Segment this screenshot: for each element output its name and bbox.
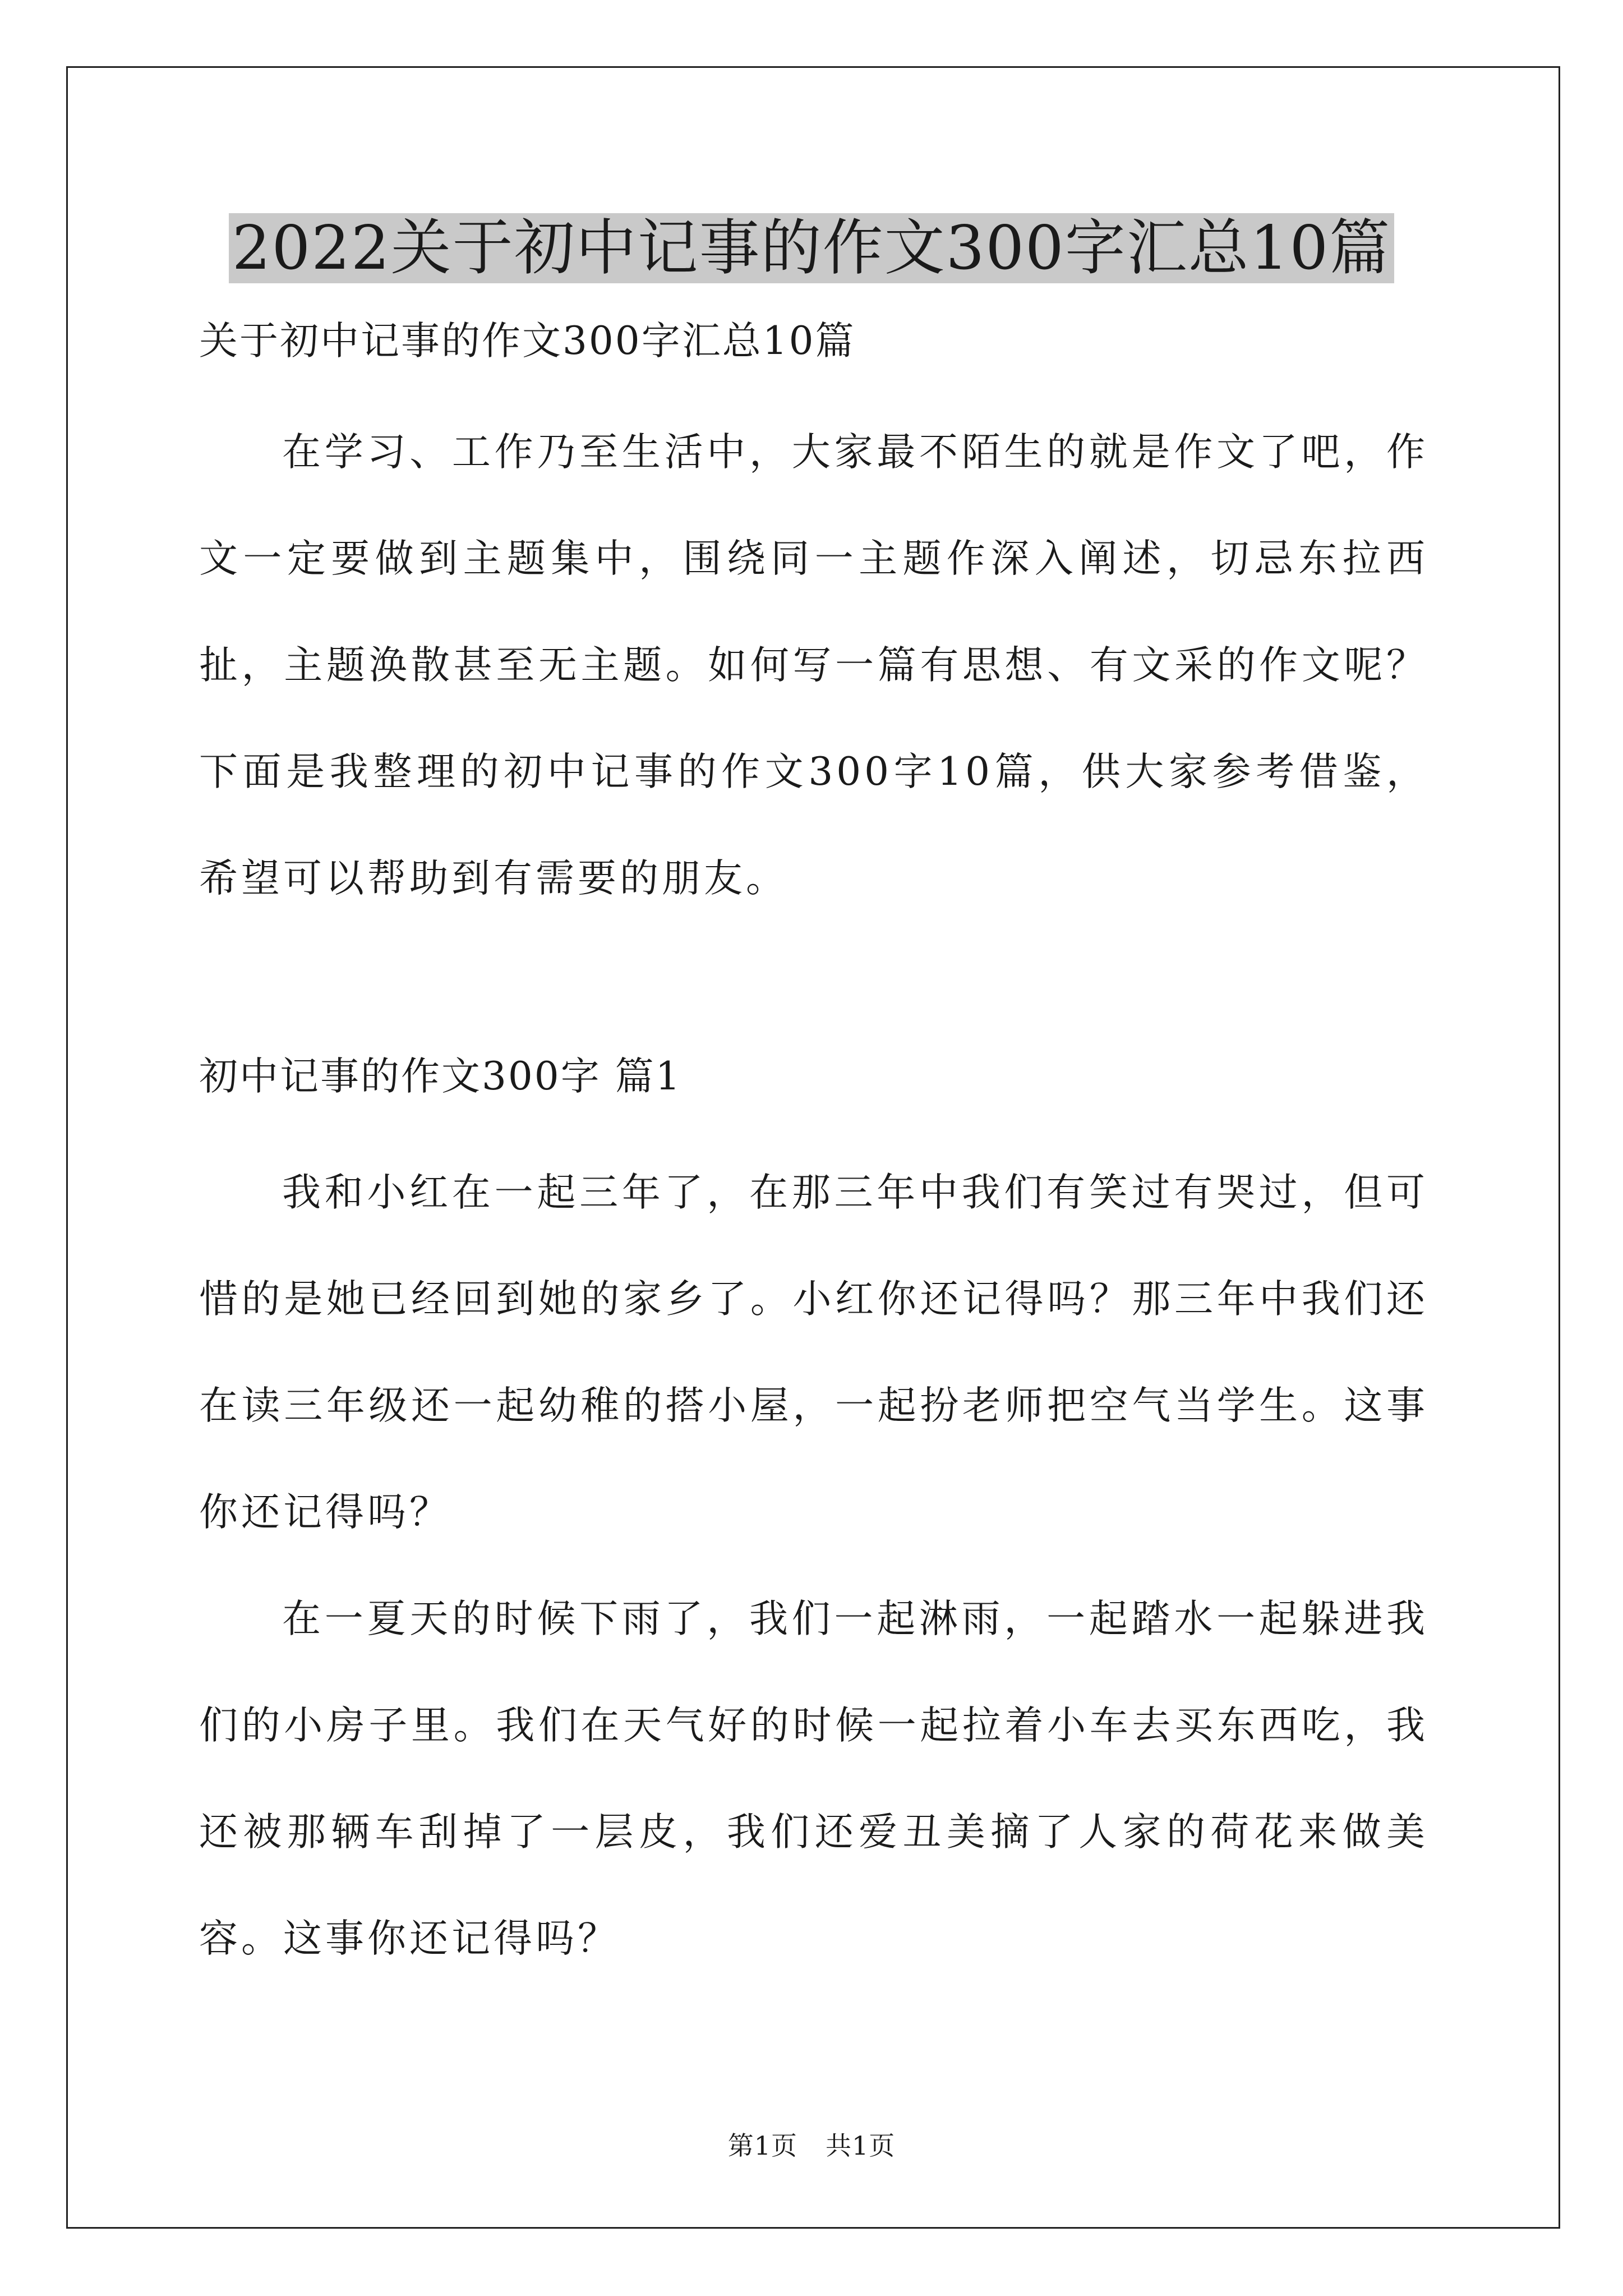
document-subtitle: 关于初中记事的作文300字汇总10篇 bbox=[199, 319, 856, 364]
page-number: 第1页 bbox=[727, 2131, 797, 2161]
section-heading: 初中记事的作文300字 篇1 bbox=[199, 1054, 682, 1099]
document-title bbox=[0, 206, 1623, 291]
page-footer bbox=[0, 2129, 1623, 2162]
page-total: 共1页 bbox=[826, 2131, 896, 2161]
document-body bbox=[199, 306, 1428, 1992]
body-paragraph: 我和小红在一起三年了，在那三年中我们有笑过有哭过，但可惜的是她已经回到她的家乡了。小红你还记得吗？那三年中我们还在读三年级还一起幼稚的搭小屋，一起扮老师把空气当学生。这事你还记得吗？ bbox=[199, 1170, 1428, 1535]
body-paragraph: 在一夏天的时候下雨了，我们一起淋雨，一起踏水一起躲进我们的小房子里。我们在天气好的时候一起拉着小车去买东西吃，我还被那辆车刮掉了一层皮，我们还爱丑美摘了人家的荷花来做美容。这事你还记得吗？ bbox=[199, 1596, 1428, 1961]
document-title-text: 2022关于初中记事的作文300字汇总10篇 bbox=[229, 213, 1394, 283]
intro-paragraph: 在学习、工作乃至生活中，大家最不陌生的就是作文了吧，作文一定要做到主题集中，围绕同一主题作深入阐述，切忌东拉西扯，主题涣散甚至无主题。如何写一篇有思想、有文采的作文呢？下面是我整理的初中记事的作文300字10篇，供大家参考借鉴，希望可以帮助到有需要的朋友。 bbox=[199, 430, 1428, 901]
